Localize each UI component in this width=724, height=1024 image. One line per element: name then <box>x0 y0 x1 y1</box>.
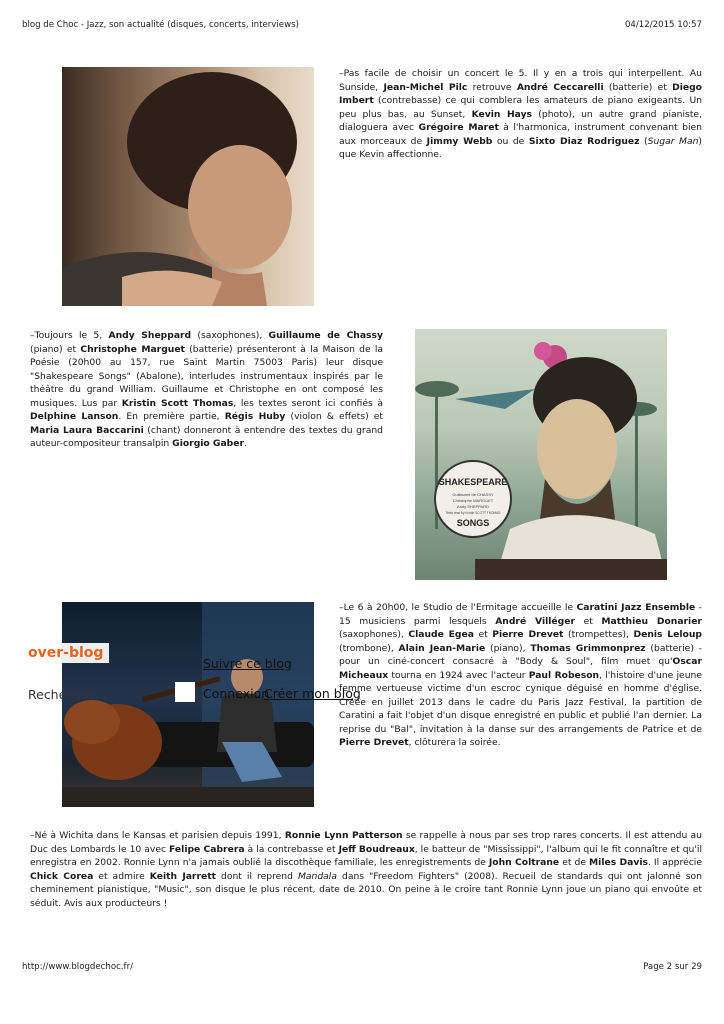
login-link[interactable]: Connexion <box>203 686 270 701</box>
overblog-logo[interactable]: over-blog <box>22 643 109 663</box>
album-subtitle: SONGS <box>456 518 490 528</box>
paragraph-caratini: –Le 6 à 20h00, le Studio de l'Ermitage accueille le Caratini Jazz Ensemble - 15 musiciens parmi lesquels André Villéger et Matthieu Donarier (saxophones), Claude Egea et Pierre Drevet (trompettes), Denis Leloup (trombone), Alain Jean-Marie (piano), Thomas Grimmonprez (batterie) - pour un ciné-concert consacré à "Body & Soul", film muet qu'Oscar Micheaux tourna en 1924 avec l'acteur Paul Robeson, l'histoire d'une jeune femme vertueuse victime d'un escroc cynique déguisé en homme d'église. Créée en juillet 2013 dans le cadre du Paris Jazz Festival, la partition de Caratini a fait l'objet d'un disque enregistré en public et publié l'an dernier. La reprise du "Bal", invitation à la danse sur des arrangements de Patrice et de Pierre Drevet, clôturera la soirée. <box>339 602 702 749</box>
paragraph-shakespeare-songs: –Toujours le 5, Andy Sheppard (saxophones), Guillaume de Chassy (piano) et Christophe Marguet (batterie) présenteront à la Maison de la Poésie (20h00 au 157, rue Saint Martin 75003 Paris) leur disque "Shakespeare Songs" (Abalone), interludes instrumentaux inspirés par le théâtre du grand William. Guillaume et Christophe en ont composé les musiques. Lus par Kristin Scott Thomas, les textes seront ici confiés à Delphine Lanson. En première partie, Régis Huby (violon & effets) et Maria Laura Baccarini (chant) donneront à entendre des textes du grand auteur-compositeur transalpin Giorgio Gaber. <box>30 330 384 450</box>
follow-blog-link[interactable]: Suivre ce blog <box>203 656 292 671</box>
paragraph-ronnie-lynn-patterson: –Né à Wichita dans le Kansas et parisien depuis 1991, Ronnie Lynn Patterson se rappelle à nous par ses trop rares concerts. Il est attendu au Duc des Lombards le 10 avec Felipe Cabrera à la contrebasse et Jeff Boudreaux, le batteur de "Mississippi", l'album qui le fit connaître et qu'il enregistra en 2002. Ronnie Lynn n'a jamais oublié la discothèque familiale, les enregistrements de John Coltrane et de Miles Davis. Il apprécie Chick Corea et admire Keith Jarrett dont il reprend Mandala dans "Freedom Fighters" (2008). Recueil de standards qui ont jalonné son cheminement pianistique, "Music", son disque le plus récent, date de 2010. On peine à le croire tant Ronnie Lynn joue un piano qui envoûte et séduit. Avis aux producteurs ! <box>30 830 703 909</box>
album-credit-4: Texts read by Kristin SCOTT THOMAS <box>445 511 501 515</box>
album-title: SHAKESPEARE <box>438 477 508 487</box>
album-credit-2: Christophe MARGUET <box>452 498 494 503</box>
caratini-photo <box>62 602 314 807</box>
create-blog-link[interactable]: Créer mon blog <box>264 686 361 701</box>
print-footer-url: http://www.blogdechoc.fr/ <box>22 962 133 972</box>
print-header-title: blog de Choc - Jazz, son actualité (disques, concerts, interviews) <box>22 20 299 30</box>
paragraph-pilc-hays: –Pas facile de choisir un concert le 5. Il y en a trois qui interpellent. Au Sunside, Jean-Michel Pilc retrouve André Ceccarelli (batterie) et Diego Imbert (contrebasse) ce qui comblera les amateurs de piano exigeants. Un peu plus bas, au Sunset, Kevin Hays (photo), un autre grand pianiste, dialoguera avec Grégoire Maret à l'harmonica, instrument convenant bien aux morceaux de Jimmy Webb ou de Sixto Diaz Rodriguez (Sugar Man) que Kevin affectionne. <box>339 68 702 161</box>
print-footer-page-number: Page 2 sur 29 <box>643 962 702 972</box>
print-header-datetime: 04/12/2015 10:57 <box>624 20 702 30</box>
album-cover-illustration <box>415 329 667 580</box>
search-checkbox[interactable] <box>175 682 195 702</box>
shakespeare-songs-album-cover <box>415 329 667 580</box>
bassist-illustration <box>62 602 314 807</box>
album-credit-1: Guillaume de CHASSY <box>452 492 494 497</box>
album-credit-3: Andy SHEPPARD <box>457 504 489 509</box>
kevin-hays-photo <box>62 67 314 306</box>
search-label[interactable]: Recherche <box>28 687 94 702</box>
portrait-illustration <box>62 67 314 306</box>
